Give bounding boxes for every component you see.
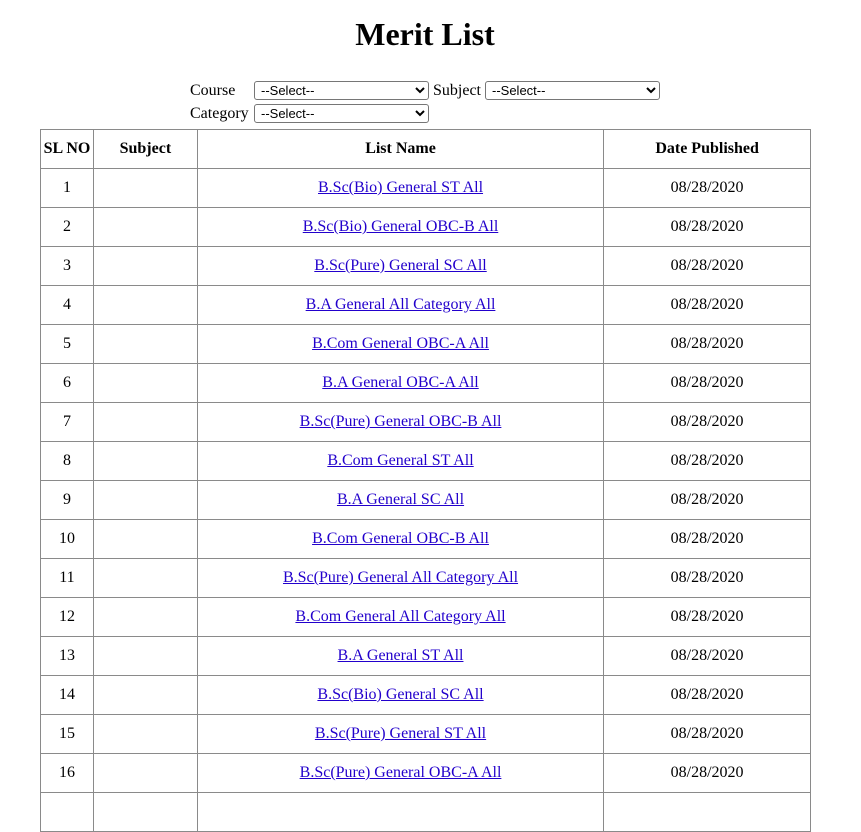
cell-sl-no: 6 — [41, 364, 94, 403]
cell-sl-no: 5 — [41, 325, 94, 364]
cell-date-published: 08/28/2020 — [604, 247, 811, 286]
cell-date-published: 08/28/2020 — [604, 286, 811, 325]
table-row — [41, 481, 811, 520]
cell-list-name — [197, 754, 603, 793]
cell-list-name — [197, 715, 603, 754]
cell-list-name — [197, 793, 603, 832]
table-row — [41, 325, 811, 364]
cell-sl-no: 4 — [41, 286, 94, 325]
header-subject: Subject — [93, 130, 197, 169]
merit-list-link[interactable]: B.Sc(Pure) General All Category All — [282, 569, 519, 586]
cell-date-published: 08/28/2020 — [604, 364, 811, 403]
cell-subject — [93, 169, 197, 208]
merit-list-link[interactable]: B.Sc(Pure) General SC All — [314, 257, 487, 274]
cell-subject — [93, 754, 197, 793]
cell-subject — [93, 208, 197, 247]
cell-subject — [93, 364, 197, 403]
cell-date-published: 08/28/2020 — [604, 559, 811, 598]
cell-sl-no: 10 — [41, 520, 94, 559]
cell-date-published: 08/28/2020 — [604, 520, 811, 559]
cell-subject — [93, 598, 197, 637]
cell-subject — [93, 637, 197, 676]
cell-list-name — [197, 247, 603, 286]
category-label: Category — [190, 104, 249, 122]
category-select[interactable] — [254, 104, 429, 123]
course-label: Course — [190, 81, 236, 99]
merit-list-link[interactable]: B.Sc(Bio) General ST All — [318, 179, 484, 196]
course-select[interactable] — [254, 81, 429, 100]
cell-date-published: 08/28/2020 — [604, 325, 811, 364]
header-date-published: Date Published — [604, 130, 811, 169]
table-header-row — [41, 130, 811, 169]
merit-list-link[interactable]: B.Com General All Category All — [295, 608, 506, 625]
cell-subject — [93, 481, 197, 520]
table-row — [41, 754, 811, 793]
subject-label: Subject — [433, 81, 481, 99]
merit-list-link[interactable]: B.Sc(Pure) General OBC-B All — [299, 413, 502, 430]
cell-list-name — [197, 481, 603, 520]
table-row — [41, 598, 811, 637]
cell-list-name — [197, 364, 603, 403]
table-row — [41, 364, 811, 403]
cell-date-published: 08/28/2020 — [604, 637, 811, 676]
merit-list-link[interactable]: B.Sc(Pure) General OBC-A All — [299, 764, 502, 781]
table-row — [41, 715, 811, 754]
table-row — [41, 442, 811, 481]
cell-list-name — [197, 676, 603, 715]
merit-list-link[interactable]: B.Com General ST All — [327, 452, 474, 469]
table-row — [41, 559, 811, 598]
table-row — [41, 637, 811, 676]
cell-list-name — [197, 325, 603, 364]
table-row — [41, 520, 811, 559]
merit-list-table — [40, 129, 811, 832]
cell-subject — [93, 403, 197, 442]
cell-subject — [93, 286, 197, 325]
cell-subject — [93, 247, 197, 286]
cell-list-name — [197, 442, 603, 481]
cell-subject — [93, 559, 197, 598]
cell-sl-no: 7 — [41, 403, 94, 442]
cell-subject — [93, 715, 197, 754]
subject-select[interactable] — [485, 81, 660, 100]
merit-list-link[interactable]: B.A General All Category All — [305, 296, 496, 313]
filter-row-category — [190, 102, 660, 125]
cell-list-name — [197, 637, 603, 676]
merit-list-link[interactable]: B.Sc(Bio) General SC All — [317, 686, 484, 703]
cell-sl-no: 2 — [41, 208, 94, 247]
cell-date-published — [604, 793, 811, 832]
merit-list-link[interactable]: B.Com General OBC-A All — [312, 335, 489, 352]
table-row — [41, 676, 811, 715]
cell-list-name — [197, 559, 603, 598]
cell-date-published: 08/28/2020 — [604, 481, 811, 520]
table-row — [41, 169, 811, 208]
cell-subject — [93, 442, 197, 481]
cell-sl-no: 16 — [41, 754, 94, 793]
cell-date-published: 08/28/2020 — [604, 208, 811, 247]
table-row — [41, 208, 811, 247]
cell-subject — [93, 520, 197, 559]
cell-list-name — [197, 286, 603, 325]
header-sl-no: SL NO — [41, 130, 94, 169]
cell-sl-no: 1 — [41, 169, 94, 208]
table-row — [41, 286, 811, 325]
merit-list-link[interactable]: B.Sc(Bio) General OBC-B All — [302, 218, 499, 235]
cell-date-published: 08/28/2020 — [604, 715, 811, 754]
cell-list-name — [197, 598, 603, 637]
cell-sl-no: 11 — [41, 559, 94, 598]
table-row — [41, 403, 811, 442]
merit-list-link[interactable]: B.A General ST All — [337, 647, 464, 664]
cell-sl-no — [41, 793, 94, 832]
cell-sl-no: 13 — [41, 637, 94, 676]
merit-list-link[interactable]: B.Sc(Pure) General ST All — [314, 725, 487, 742]
cell-date-published: 08/28/2020 — [604, 403, 811, 442]
merit-list-link[interactable]: B.Com General OBC-B All — [312, 530, 489, 547]
filter-panel — [190, 79, 660, 125]
cell-sl-no: 8 — [41, 442, 94, 481]
table-row — [41, 793, 811, 832]
cell-list-name — [197, 208, 603, 247]
merit-list-link[interactable]: B.A General SC All — [336, 491, 465, 508]
cell-sl-no: 3 — [41, 247, 94, 286]
cell-sl-no: 14 — [41, 676, 94, 715]
cell-subject — [93, 793, 197, 832]
cell-date-published: 08/28/2020 — [604, 676, 811, 715]
cell-date-published: 08/28/2020 — [604, 598, 811, 637]
filter-row-course-subject — [190, 79, 660, 102]
header-list-name: List Name — [197, 130, 603, 169]
cell-subject — [93, 325, 197, 364]
table-row — [41, 247, 811, 286]
cell-date-published: 08/28/2020 — [604, 442, 811, 481]
cell-subject — [93, 676, 197, 715]
cell-list-name — [197, 520, 603, 559]
cell-date-published: 08/28/2020 — [604, 754, 811, 793]
merit-list-link[interactable]: B.A General OBC-A All — [322, 374, 479, 391]
cell-sl-no: 12 — [41, 598, 94, 637]
cell-sl-no: 9 — [41, 481, 94, 520]
page-title: Merit List — [355, 16, 495, 52]
cell-list-name — [197, 169, 603, 208]
cell-sl-no: 15 — [41, 715, 94, 754]
cell-date-published: 08/28/2020 — [604, 169, 811, 208]
cell-list-name — [197, 403, 603, 442]
